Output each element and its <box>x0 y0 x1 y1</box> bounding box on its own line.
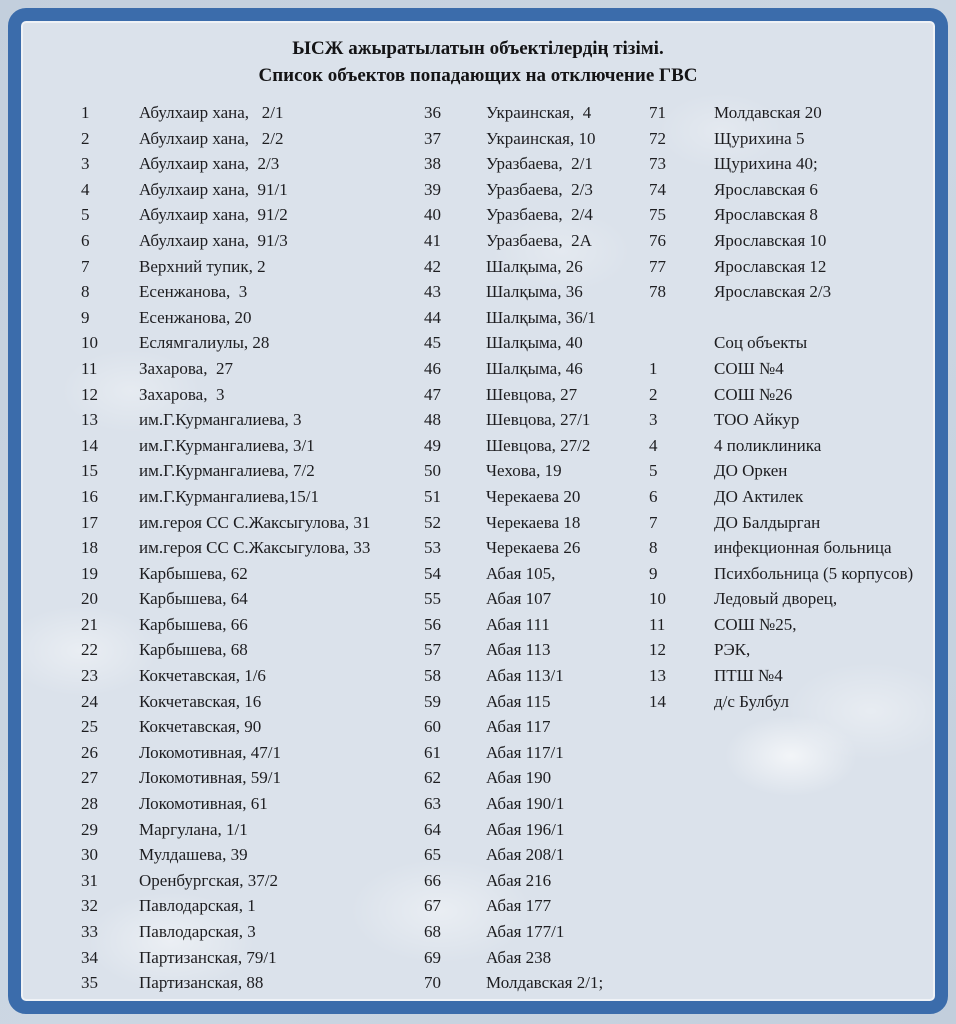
address-column-3 <box>649 103 956 717</box>
item-number: 14 <box>649 691 666 711</box>
item-number: 34 <box>81 947 98 967</box>
item-address: Ярославская 2/3 <box>714 282 832 302</box>
list-item <box>424 922 694 948</box>
list-item <box>649 640 956 666</box>
item-address: Абая 177 <box>486 896 552 916</box>
item-number: 28 <box>81 794 98 814</box>
list-item <box>649 410 956 436</box>
item-address: им.героя СС С.Жаксыгулова, 31 <box>139 512 371 532</box>
item-address: Черекаева 18 <box>486 512 581 532</box>
item-address: Шевцова, 27/1 <box>486 410 591 430</box>
item-address: Черекаева 20 <box>486 486 581 506</box>
item-address: им.Г.Курмангалиева, 3 <box>139 410 302 430</box>
item-number: 1 <box>649 358 658 378</box>
item-number: 31 <box>81 870 98 890</box>
list-item <box>424 845 694 871</box>
item-address: Еслямгалиулы, 28 <box>139 333 270 353</box>
list-item <box>649 129 956 155</box>
item-number: 43 <box>424 282 441 302</box>
item-address: Оренбургская, 37/2 <box>139 870 279 890</box>
item-number: 9 <box>81 307 90 327</box>
item-address: Абая 113 <box>486 640 551 660</box>
item-number: 55 <box>424 589 441 609</box>
list-item <box>424 794 694 820</box>
item-number: 35 <box>81 973 98 993</box>
list-item <box>424 717 694 743</box>
item-address: Абулхаир хана, 2/3 <box>139 154 280 174</box>
list-item <box>649 564 956 590</box>
item-number: 4 <box>649 435 658 455</box>
item-number: 16 <box>81 486 98 506</box>
list-item <box>424 948 694 974</box>
item-number: 37 <box>424 128 441 148</box>
item-number: 42 <box>424 256 441 276</box>
list-item <box>649 205 956 231</box>
item-address: Абулхаир хана, 91/1 <box>139 179 288 199</box>
item-number: 71 <box>649 103 666 122</box>
item-address: Абая 190/1 <box>486 794 565 814</box>
item-name: ДО Балдырган <box>714 512 821 532</box>
item-number: 3 <box>649 410 658 430</box>
item-address: Уразбаева, 2/1 <box>486 154 593 174</box>
list-item <box>81 564 411 590</box>
item-name: РЭК, <box>714 640 751 660</box>
item-address: Ярославская 8 <box>714 205 818 225</box>
item-address: Мулдашева, 39 <box>139 845 248 865</box>
list-item <box>81 948 411 974</box>
item-address: Шалқыма, 46 <box>486 358 583 378</box>
item-address: Партизанская, 79/1 <box>139 947 277 967</box>
item-address: Абая 238 <box>486 947 552 967</box>
list-item <box>81 922 411 948</box>
item-number: 76 <box>649 230 666 250</box>
item-number: 58 <box>424 666 441 686</box>
item-address: Маргулана, 1/1 <box>139 819 248 839</box>
item-number: 41 <box>424 230 441 250</box>
item-name: СОШ №26 <box>714 384 793 404</box>
item-number: 17 <box>81 512 98 532</box>
item-number: 66 <box>424 870 441 890</box>
list-item <box>81 205 411 231</box>
item-name: ДО Оркен <box>714 461 788 481</box>
item-address: Щурихина 5 <box>714 128 805 148</box>
item-address: Уразбаева, 2/3 <box>486 179 593 199</box>
item-address: Абулхаир хана, 2/2 <box>139 128 284 148</box>
item-address: Абая 208/1 <box>486 845 565 865</box>
list-item <box>81 385 411 411</box>
list-item <box>649 538 956 564</box>
item-address: Кокчетавская, 1/6 <box>139 666 266 686</box>
item-number: 11 <box>81 358 98 378</box>
item-address: Карбышева, 68 <box>139 640 248 660</box>
item-number: 68 <box>424 922 441 941</box>
item-number: 38 <box>424 154 441 174</box>
item-number: 20 <box>81 589 98 609</box>
list-item <box>81 461 411 487</box>
item-number: 70 <box>424 973 441 993</box>
item-number: 22 <box>81 640 98 660</box>
list-item <box>649 180 956 206</box>
item-number: 72 <box>649 128 666 148</box>
item-address: Абая 115 <box>486 691 551 711</box>
item-address: Щурихина 40; <box>714 154 818 174</box>
item-number: 29 <box>81 819 98 839</box>
item-number: 2 <box>81 128 90 148</box>
list-item <box>81 845 411 871</box>
list-item <box>649 385 956 411</box>
item-number: 26 <box>81 742 98 762</box>
list-item <box>81 180 411 206</box>
list-item <box>81 103 411 129</box>
item-number: 48 <box>424 410 441 430</box>
item-address: Абулхаир хана, 2/1 <box>139 103 284 122</box>
item-name: СОШ №4 <box>714 358 784 378</box>
list-item <box>81 973 411 999</box>
item-number: 27 <box>81 768 98 788</box>
item-number: 39 <box>424 179 441 199</box>
list-item <box>81 743 411 769</box>
item-name: инфекционная больница <box>714 538 892 558</box>
list-item <box>81 692 411 718</box>
item-number: 57 <box>424 640 441 660</box>
list-item <box>649 513 956 539</box>
item-number: 6 <box>649 486 658 506</box>
item-address: Абая 190 <box>486 768 552 788</box>
item-address: Верхний тупик, 2 <box>139 256 266 276</box>
item-name: Психбольница (5 корпусов) <box>714 563 914 583</box>
item-number: 18 <box>81 538 98 558</box>
list-item <box>649 282 956 308</box>
item-address: Украинская, 10 <box>486 128 596 148</box>
list-item <box>424 871 694 897</box>
item-number: 30 <box>81 845 98 865</box>
item-number: 33 <box>81 922 98 941</box>
list-item <box>649 257 956 283</box>
item-address: Абулхаир хана, 91/2 <box>139 205 288 225</box>
list-item <box>81 359 411 385</box>
item-address: Захарова, 27 <box>139 358 233 378</box>
item-address: Локомотивная, 47/1 <box>139 742 281 762</box>
section-spacer <box>649 308 956 334</box>
column3-addresses <box>649 103 956 308</box>
list-item <box>81 589 411 615</box>
item-address: Локомотивная, 61 <box>139 794 268 814</box>
item-number: 13 <box>649 666 666 686</box>
item-address: Шалқыма, 40 <box>486 333 583 353</box>
list-item <box>81 794 411 820</box>
item-address: Украинская, 4 <box>486 103 592 122</box>
list-item <box>81 871 411 897</box>
list-item <box>81 154 411 180</box>
list-item <box>81 436 411 462</box>
item-name: СОШ №25, <box>714 614 797 634</box>
item-number: 8 <box>649 538 658 558</box>
document-frame <box>8 8 948 1014</box>
document-title <box>21 35 935 89</box>
item-address: Павлодарская, 3 <box>139 922 256 941</box>
item-number: 6 <box>81 230 90 250</box>
document-title-line2: Список объектов попадающих на отключение ГВС <box>258 65 698 86</box>
item-address: Молдавская 20 <box>714 103 822 122</box>
document-title-line1: ЫСЖ ажыратылатын объектілердің тізімі. <box>292 38 664 59</box>
list-item <box>424 743 694 769</box>
item-number: 63 <box>424 794 441 814</box>
list-item <box>81 308 411 334</box>
item-number: 4 <box>81 179 90 199</box>
item-number: 40 <box>424 205 441 225</box>
item-number: 1 <box>81 103 90 122</box>
item-number: 50 <box>424 461 441 481</box>
item-number: 56 <box>424 614 441 634</box>
item-address: Абая 111 <box>486 614 550 634</box>
item-address: Ярославская 6 <box>714 179 818 199</box>
item-number: 32 <box>81 896 98 916</box>
item-address: Шалқыма, 26 <box>486 256 583 276</box>
item-address: Шалқыма, 36 <box>486 282 583 302</box>
item-name: 4 поликлиника <box>714 435 822 455</box>
list-item <box>81 615 411 641</box>
item-address: Абая 113/1 <box>486 666 564 686</box>
list-item <box>81 513 411 539</box>
item-number: 51 <box>424 486 441 506</box>
item-number: 65 <box>424 845 441 865</box>
item-address: Абая 177/1 <box>486 922 565 941</box>
list-item <box>424 896 694 922</box>
item-number: 13 <box>81 410 98 430</box>
item-number: 19 <box>81 563 98 583</box>
item-address: Шалқыма, 36/1 <box>486 307 596 327</box>
item-number: 21 <box>81 614 98 634</box>
item-number: 12 <box>81 384 98 404</box>
list-item <box>81 640 411 666</box>
list-item <box>649 666 956 692</box>
item-number: 12 <box>649 640 666 660</box>
item-address: Абулхаир хана, 91/3 <box>139 230 288 250</box>
item-number: 7 <box>81 256 90 276</box>
list-item <box>649 103 956 129</box>
item-address: им.героя СС С.Жаксыгулова, 33 <box>139 538 371 558</box>
list-item <box>81 410 411 436</box>
item-number: 8 <box>81 282 90 302</box>
item-number: 11 <box>649 614 666 634</box>
item-number: 78 <box>649 282 666 302</box>
item-address: Ярославская 10 <box>714 230 827 250</box>
item-address: Кокчетавская, 90 <box>139 717 262 737</box>
item-number: 62 <box>424 768 441 788</box>
item-address: Шевцова, 27/2 <box>486 435 591 455</box>
list-item <box>81 820 411 846</box>
item-number: 15 <box>81 461 98 481</box>
list-item <box>424 973 694 999</box>
item-number: 25 <box>81 717 98 737</box>
item-number: 74 <box>649 179 666 199</box>
list-item <box>81 257 411 283</box>
item-address: Карбышева, 66 <box>139 614 248 634</box>
list-item <box>424 820 694 846</box>
item-address: Абая 117 <box>486 717 551 737</box>
item-number: 61 <box>424 742 441 762</box>
list-item <box>649 461 956 487</box>
item-number: 10 <box>649 589 666 609</box>
item-number: 54 <box>424 563 441 583</box>
item-number: 14 <box>81 435 98 455</box>
item-address: Абая 105, <box>486 563 556 583</box>
item-number: 64 <box>424 819 441 839</box>
item-number: 44 <box>424 307 441 327</box>
item-number: 9 <box>649 563 658 583</box>
list-item <box>81 666 411 692</box>
item-address: Павлодарская, 1 <box>139 896 256 916</box>
item-number: 2 <box>649 384 658 404</box>
list-item <box>81 231 411 257</box>
item-address: им.Г.Курмангалиева, 3/1 <box>139 435 315 455</box>
list-item <box>649 615 956 641</box>
item-address: Молдавская 2/1; <box>486 973 604 993</box>
item-address: Абая 196/1 <box>486 819 565 839</box>
item-number: 23 <box>81 666 98 686</box>
item-address: Абая 107 <box>486 589 552 609</box>
item-number: 36 <box>424 103 441 122</box>
list-item <box>649 154 956 180</box>
item-number: 75 <box>649 205 666 225</box>
item-number: 10 <box>81 333 98 353</box>
item-address: Черекаева 26 <box>486 538 581 558</box>
item-number: 59 <box>424 691 441 711</box>
item-address: Шевцова, 27 <box>486 384 578 404</box>
item-address: Уразбаева, 2/4 <box>486 205 593 225</box>
item-number: 73 <box>649 154 666 174</box>
list-item <box>81 717 411 743</box>
list-item <box>81 333 411 359</box>
item-address: Карбышева, 64 <box>139 589 248 609</box>
item-number: 69 <box>424 947 441 967</box>
item-number: 47 <box>424 384 441 404</box>
list-item <box>81 896 411 922</box>
item-number: 45 <box>424 333 441 353</box>
list-item <box>81 768 411 794</box>
item-number: 77 <box>649 256 666 276</box>
item-address: Абая 216 <box>486 870 552 890</box>
item-address: им.Г.Курмангалиева,15/1 <box>139 486 319 506</box>
list-item <box>649 692 956 718</box>
social-objects-list <box>649 359 956 717</box>
item-address: Абая 117/1 <box>486 742 564 762</box>
item-address: Уразбаева, 2А <box>486 230 592 250</box>
list-item <box>649 359 956 385</box>
item-number: 46 <box>424 358 441 378</box>
list-item <box>649 231 956 257</box>
item-name: д/с Булбул <box>714 691 789 711</box>
item-address: Локомотивная, 59/1 <box>139 768 281 788</box>
list-item <box>649 589 956 615</box>
list-item <box>81 282 411 308</box>
item-number: 24 <box>81 691 98 711</box>
item-address: Есенжанова, 3 <box>139 282 248 302</box>
item-address: Захарова, 3 <box>139 384 225 404</box>
item-number: 60 <box>424 717 441 737</box>
item-number: 7 <box>649 512 658 532</box>
item-number: 5 <box>649 461 658 481</box>
item-number: 53 <box>424 538 441 558</box>
item-number: 52 <box>424 512 441 532</box>
item-name: Ледовый дворец, <box>714 589 838 609</box>
item-name: ПТШ №4 <box>714 666 783 686</box>
list-item <box>649 487 956 513</box>
item-address: Есенжанова, 20 <box>139 307 252 327</box>
item-number: 5 <box>81 205 90 225</box>
item-address: Чехова, 19 <box>486 461 562 481</box>
list-item <box>649 436 956 462</box>
list-item <box>424 768 694 794</box>
item-address: Кокчетавская, 16 <box>139 691 262 711</box>
item-name: ДО Актилек <box>714 486 804 506</box>
item-address: им.Г.Курмангалиева, 7/2 <box>139 461 315 481</box>
social-objects-header: Соц объекты <box>714 333 808 353</box>
item-name: ТОО Айкур <box>714 410 800 430</box>
item-number: 3 <box>81 154 90 174</box>
item-number: 67 <box>424 896 441 916</box>
list-item <box>81 129 411 155</box>
item-address: Ярославская 12 <box>714 256 827 276</box>
list-item <box>81 538 411 564</box>
item-number: 49 <box>424 435 441 455</box>
item-address: Карбышева, 62 <box>139 563 248 583</box>
list-item <box>81 487 411 513</box>
address-column-1 <box>81 103 411 999</box>
item-address: Партизанская, 88 <box>139 973 264 993</box>
